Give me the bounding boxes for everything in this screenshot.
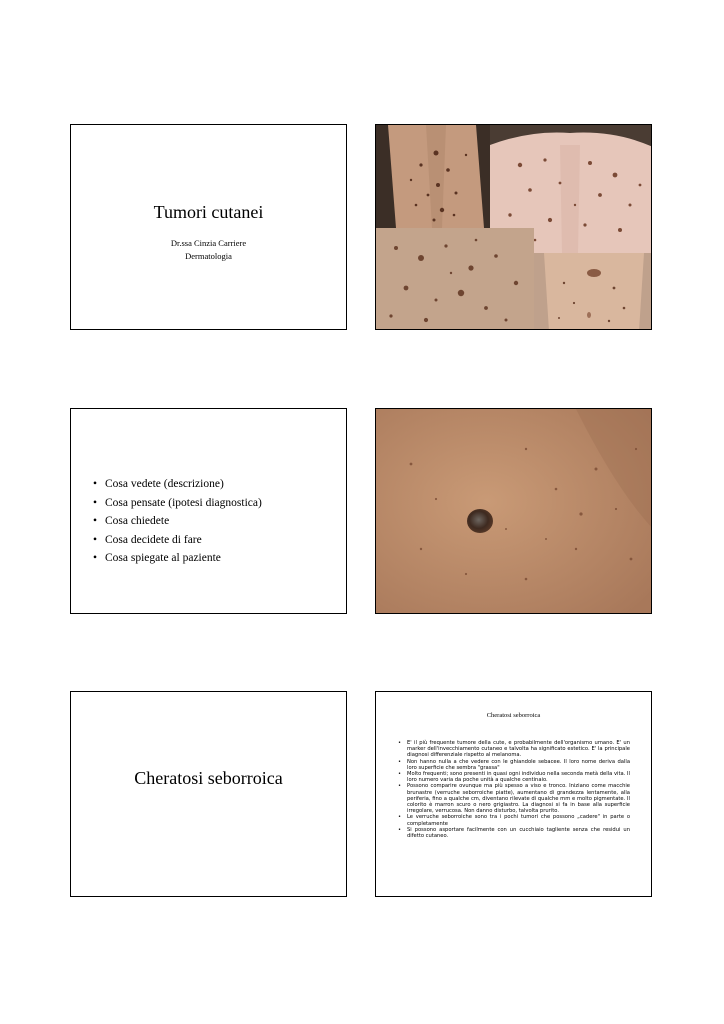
slide-title	[70, 124, 347, 330]
list-item: • Molto frequenti; sono presenti in quasi ogni individuo nella seconda metà della vita. Il loro numero varia da poche unità a qualche centinaio.	[398, 771, 630, 784]
list-item: • Possono comparire ovunque ma più spesso a viso e tronco. Iniziano come macchie brunastre (verruche seborroiche piatte), aumentano di grandezza lentamente, alla periferia, fino a qualche cm, diventano rilevate di qualche mm e molto pigmentate. Il colorito è marron scuro o nero grigiastro. La diagnosi si fa in base alla superficie irregolare, verrucosa. Non danno disturbo, talvolta prurito.	[398, 783, 630, 815]
photo-lower-back	[534, 253, 652, 330]
slide-lesion-photo	[375, 408, 652, 614]
list-item: • Cosa decidete di fare	[93, 531, 262, 550]
department-name: Dermatologia	[185, 251, 232, 261]
list-item: • E' il più frequente tumore della cute, e probabilmente dell'organismo umano. E' un marker dell'invecchiamento cutaneo e talvolta ha significato estetico. E' la principale diagnosi differenziale rispetto al melanoma.	[398, 740, 630, 759]
bullet-glyph: •	[93, 515, 98, 527]
text-list	[398, 740, 630, 839]
presentation-title: Tumori cutanei	[153, 202, 264, 222]
list-item: • Cosa chiedete	[93, 512, 262, 531]
list-item: • Cosa pensate (ipotesi diagnostica)	[93, 494, 262, 513]
bullet-glyph: •	[93, 496, 98, 509]
slide-text	[375, 691, 652, 897]
slide-heading: Cheratosi seborroica	[486, 712, 541, 719]
photo-back-lesions-1	[376, 125, 490, 228]
list-item: • Si possono asportare facilmente con un cucchiaio tagliente senza che residui un difetto cutaneo.	[398, 826, 630, 840]
slide-section-title	[70, 691, 347, 897]
section-title: Cheratosi seborroica	[134, 768, 283, 788]
photo-seborrheic-keratosis	[376, 409, 652, 614]
bullet-glyph: •	[93, 552, 98, 564]
bullet-glyph: •	[93, 533, 98, 546]
list-item: • Non hanno nulla a che vedere con le ghiandole sebacee. Il loro nome deriva dalla loro superficie che sembra "grassa"	[398, 758, 630, 771]
list-item: • Cosa vedete (descrizione)	[93, 475, 262, 494]
slide-photo-collage	[375, 124, 652, 330]
list-item: • Cosa spiegate al paziente	[93, 549, 262, 568]
list-item: • Le verruche seborroiche sono tra i pochi tumori che possono „cadere" in parte o completamente	[398, 814, 630, 827]
bullet-glyph: •	[93, 478, 98, 490]
author-name: Dr.ssa Cinzia Carriere	[170, 238, 247, 248]
questions-list	[93, 475, 262, 568]
slide-questions	[70, 408, 347, 614]
photo-skin-closeup	[376, 228, 534, 330]
